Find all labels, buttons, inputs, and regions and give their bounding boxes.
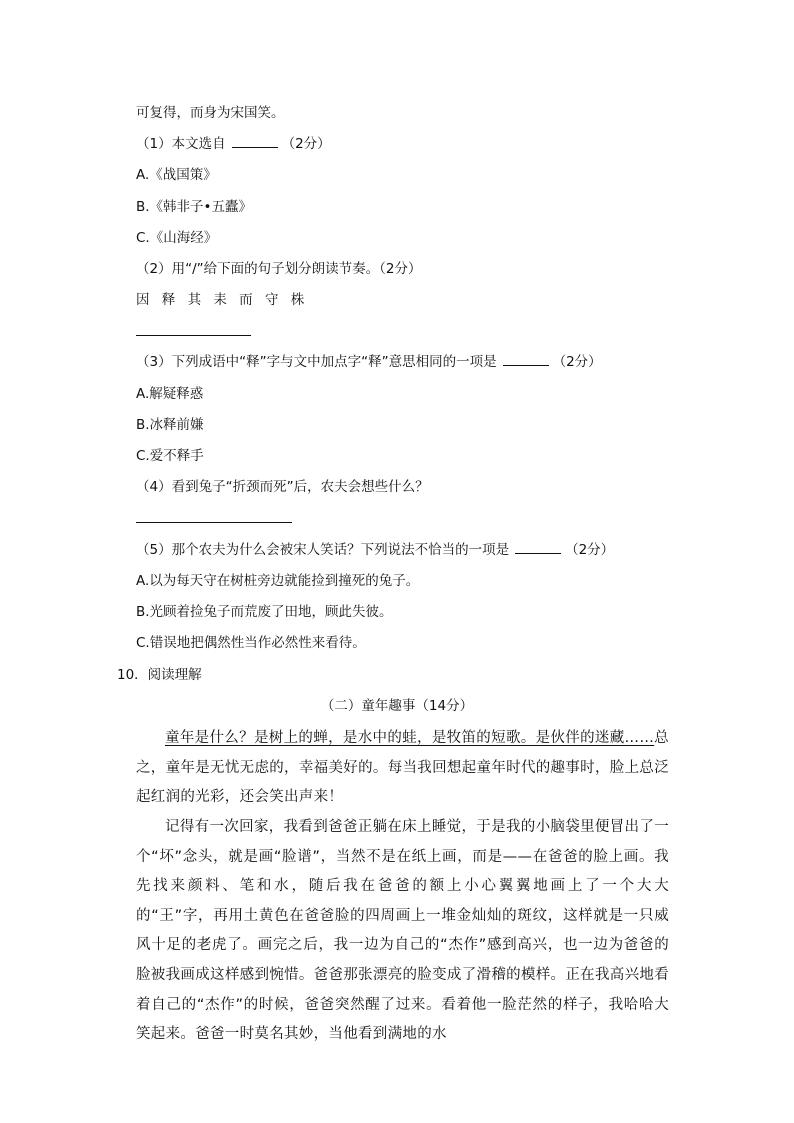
question-5-stem: （5）那个农夫为什么会被宋人笑话？下列说法不恰当的一项是 [136, 542, 510, 558]
passage-paragraph-2: 记得有一次回家，我看到爸爸正躺在床上睡觉，于是我的小脑袋里便冒出了一个“坏”念头，就是画“脸谱”，当然不是在纸上画，而是——在爸爸的脸上画。我先找来颜料、笔和水，随后我在爸爸的额上小心翼翼地画上了一个大大的“王”字，再用土黄色在爸爸脸的四周画上一堆金灿灿的斑纹，这样就是一只威风十足的老虎了。画完之后，我一边为自己的“杰作”感到高兴，也一边为爸爸的脸被我画成这样感到惋惜。爸爸那张漂亮的脸变成了滑稽的模样。正在我高兴地看着自己的“杰作”的时候，爸爸突然醒了过来。看着他一脸茫然的样子，我哈哈大笑起来。爸爸一时莫名其妙，当他看到满地的水 [136, 819, 669, 1043]
question-4-answer-line[interactable] [136, 522, 292, 523]
question-3-answer-blank[interactable] [503, 353, 549, 366]
question-5-option-b: B.光顾着捡兔子而荒废了田地，顾此失彼。 [136, 604, 393, 620]
question-5 [136, 541, 614, 559]
question-3-score: （2分） [552, 354, 602, 370]
question-3-option-c: C.爱不释手 [136, 448, 204, 464]
question-1-option-c: C.《山海经》 [136, 230, 218, 246]
passage-paragraph-1 [136, 724, 669, 813]
question-2-sentence: 因 释 其 耒 而 守 株 [136, 292, 309, 308]
question-1 [136, 135, 331, 153]
question-3-option-a: A.解疑释惑 [136, 386, 204, 402]
question-1-option-a: A.《战国策》 [136, 167, 217, 183]
question-3-option-b: B.冰释前嫌 [136, 417, 204, 433]
question-2-answer-line[interactable] [136, 335, 251, 336]
question-5-score: （2分） [565, 542, 615, 558]
question-5-option-c: C.错误地把偶然性当作必然性来看待。 [136, 635, 366, 651]
question-5-option-a: A.以为每天守在树桩旁边就能捡到撞死的兔子。 [136, 573, 420, 589]
passage-continuation: 可复得，而身为宋国笑。 [136, 105, 285, 121]
question-1-score: （2分） [281, 136, 331, 152]
question-1-option-b: B.《韩非子•五蠹》 [136, 199, 253, 215]
question-4-stem: （4）看到兔子“折颈而死”后，农夫会想些什么？ [136, 479, 429, 495]
question-3-stem: （3）下列成语中“释”字与文中加点字“释”意思相同的一项是 [136, 354, 497, 370]
question-10-label: 10．阅读理解 [117, 667, 202, 683]
passage-paragraph-1-underlined: 童年是什么？是树上的蝉，是水中的蛙，是牧笛的短歌。是伙伴的迷藏…… [165, 730, 655, 746]
passage-paragraph-1-rest: 总之，童年是无忧无虑的，幸福美好的。每当我回想起童年时代的趣事时，脸上总泛起红润的光彩，还会笑出声来！ [136, 730, 669, 806]
question-3 [136, 353, 602, 371]
passage-title: （二）童年趣事（14分） [320, 698, 474, 714]
question-2-stem: （2）用“/”给下面的句子划分朗读节奏。（2分） [136, 261, 422, 277]
question-1-stem: （1）本文选自 [136, 136, 226, 152]
question-1-answer-blank[interactable] [232, 135, 278, 148]
question-5-answer-blank[interactable] [515, 541, 561, 554]
